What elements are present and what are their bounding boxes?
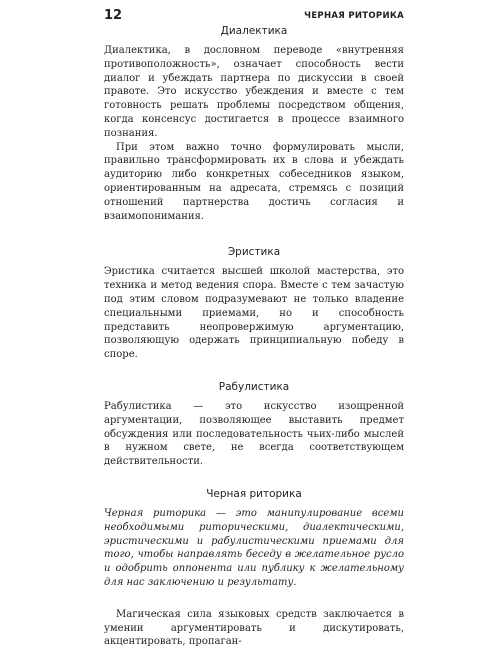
section-dialectics — [104, 24, 404, 223]
page-header — [104, 8, 404, 24]
section-heading-rabulistics: Рабулистика — [218, 380, 290, 393]
section-black-rhetoric — [104, 487, 404, 649]
page-content — [104, 24, 404, 649]
paragraph-definition: Черная риторика — это манипулирование всеми необходимыми риторическими, диалектическими, эристическими и рабулистическими приемами для того, чтобы направлять беседу в желательное русло и одобрить оппонента или публику к желательному для нас заключению и результату. — [104, 507, 404, 588]
page-number: 12 — [104, 8, 123, 23]
paragraph: Рабулистика — это искусство изощренной аргументации, позволяющее выставить предмет обсуждения или последовательность чьих-либо мыслей в нужном свете, не всегда соответствующем действительности. — [104, 400, 404, 468]
section-eristics — [104, 245, 404, 362]
running-title: ЧЕРНАЯ РИТОРИКА — [304, 11, 404, 21]
section-heading-dialectics: Диалектика — [220, 25, 288, 37]
section-rabulistics — [104, 380, 404, 469]
section-heading-eristics: Эристика — [227, 246, 281, 259]
paragraph: Диалектика, в дословном переводе «внутренняя противоположность», означает способность вести диалог и убеждать партнера по дискуссии в своей правоте. Это искусство убеждения и вместе с тем готовность решать проблемы посредством общения, когда консенсус достигается в процессе взаимного познания. — [104, 45, 404, 139]
paragraph: При этом важно точно формулировать мысли, правильно трансформировать их в слова и убеждать аудиторию либо конкретных собеседников языком, ориентированным на адресата, стремясь с позиций отношений партнерства достичь согласия и взаимопонимания. — [104, 141, 404, 222]
paragraph: Магическая сила языковых средств заключается в умении аргументировать и дискутировать, акцентировать, пропаган- — [104, 608, 404, 648]
paragraph: Эристика считается высшей школой мастерства, это техника и метод ведения спора. Вместе с тем зачастую под этим словом подразумевают не только владение специальными приемами, но и способность представить неопровержимую аргументацию, позволяющую одержать принципиальную победу в споре. — [104, 266, 404, 361]
section-heading-black-rhetoric: Черная риторика — [206, 487, 302, 500]
